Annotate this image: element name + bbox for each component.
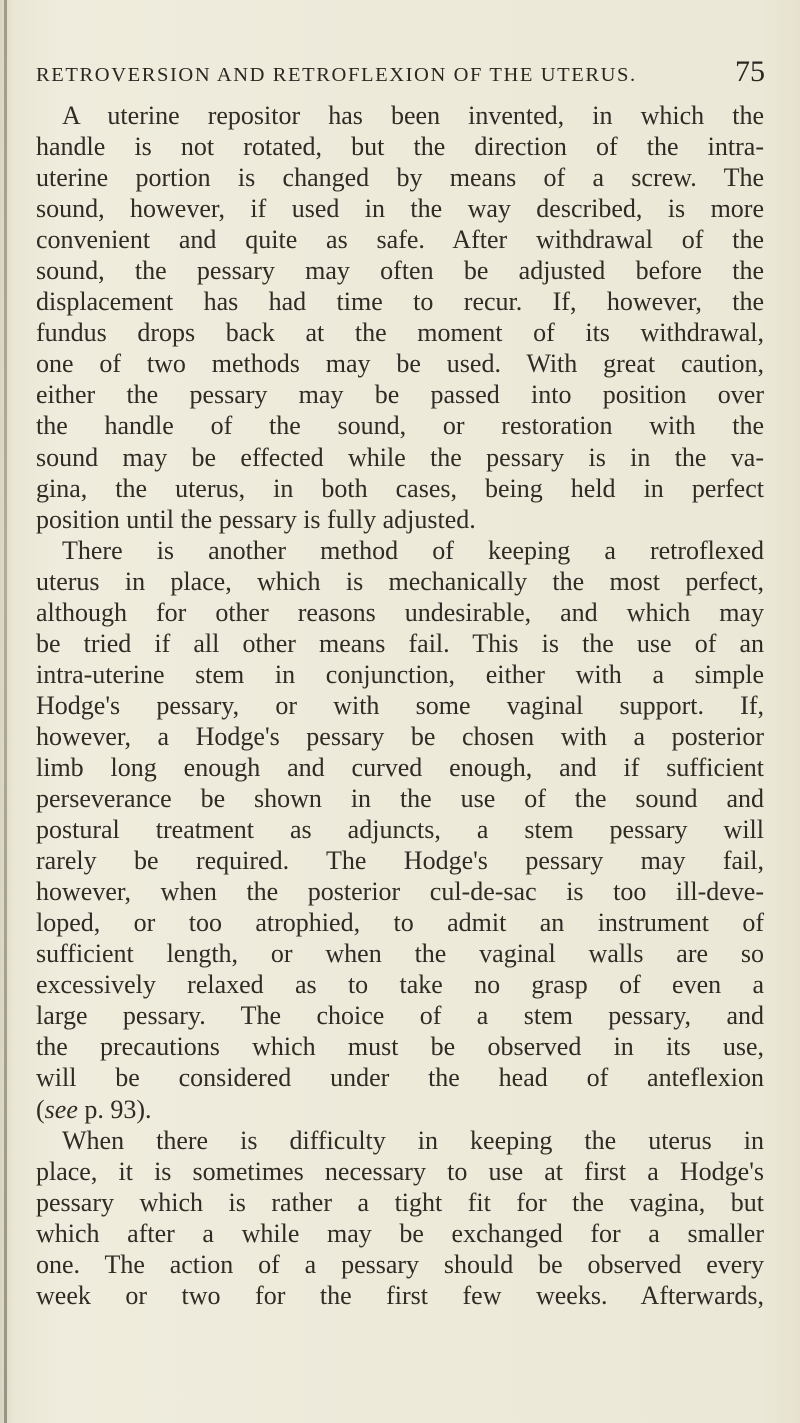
text-line: perseverance be shown in the use of the sound and bbox=[36, 784, 764, 814]
text-line: be tried if all other means fail. This is the use of an bbox=[36, 628, 764, 658]
text-line: either the pessary may be passed into position over bbox=[36, 380, 764, 410]
text-line: which after a while may be exchanged for a smaller bbox=[36, 1218, 764, 1248]
text-line: excessively relaxed as to take no grasp of even a bbox=[36, 970, 764, 1000]
text-line: fundus drops back at the moment of its withdrawal, bbox=[36, 318, 764, 348]
text-line: uterus in place, which is mechanically the most perfect, bbox=[36, 566, 764, 596]
text-line: handle is not rotated, but the direction of the intra- bbox=[36, 132, 764, 162]
text-line: Hodge's pessary, or with some vaginal support. If, bbox=[36, 690, 764, 720]
text-line: one. The action of a pessary should be observed every bbox=[36, 1249, 764, 1279]
text-line: week or two for the first few weeks. Afterwards, bbox=[36, 1280, 764, 1310]
text-line: pessary which is rather a tight fit for the vagina, but bbox=[36, 1187, 764, 1217]
text-line: postural treatment as adjuncts, a stem pessary will bbox=[36, 815, 764, 845]
text-line-ref: (see p. 93). bbox=[36, 1094, 152, 1124]
text-line: limb long enough and curved enough, and if sufficient bbox=[36, 752, 764, 782]
body-text bbox=[36, 100, 764, 1311]
text-line: intra-uterine stem in conjunction, either with a simple bbox=[36, 659, 764, 689]
text-line: When there is difficulty in keeping the uterus in bbox=[62, 1125, 764, 1155]
text-line: There is another method of keeping a retroflexed bbox=[62, 535, 764, 565]
text-line: sound may be effected while the pessary is in the va- bbox=[36, 442, 764, 472]
text-line: loped, or too atrophied, to admit an instrument of bbox=[36, 908, 764, 938]
text-line: A uterine repositor has been invented, in which the bbox=[62, 101, 764, 130]
text-line: large pessary. The choice of a stem pessary, and bbox=[36, 1001, 764, 1031]
page-gutter-shadow bbox=[4, 0, 7, 1423]
running-head: RETROVERSION AND RETROFLEXION OF THE UTERUS. bbox=[36, 64, 637, 86]
text-line: uterine portion is changed by means of a screw. The bbox=[36, 163, 764, 193]
text-line: convenient and quite as safe. After withdrawal of the bbox=[36, 225, 764, 255]
text-line: however, when the posterior cul-de-sac is too ill-deve- bbox=[36, 877, 764, 907]
text-line: place, it is sometimes necessary to use at first a Hodge's bbox=[36, 1156, 764, 1186]
italic-see-ref: see bbox=[44, 1094, 78, 1124]
text-line: however, a Hodge's pessary be chosen with a posterior bbox=[36, 721, 764, 751]
text-line: will be considered under the head of anteflexion bbox=[36, 1063, 764, 1093]
text-line: the precautions which must be observed in its use, bbox=[36, 1032, 764, 1062]
text-line: gina, the uterus, in both cases, being held in perfect bbox=[36, 473, 764, 503]
text-line: position until the pessary is fully adjusted. bbox=[36, 504, 476, 534]
text-line: the handle of the sound, or restoration with the bbox=[36, 411, 764, 441]
text-line: sufficient length, or when the vaginal walls are so bbox=[36, 939, 764, 969]
text-line: rarely be required. The Hodge's pessary may fail, bbox=[36, 846, 764, 876]
text-line: one of two methods may be used. With great caution, bbox=[36, 349, 764, 379]
text-line: although for other reasons undesirable, and which may bbox=[36, 597, 764, 627]
text-line: displacement has had time to recur. If, however, the bbox=[36, 287, 764, 317]
text-line: sound, however, if used in the way described, is more bbox=[36, 194, 764, 224]
page-number: 75 bbox=[735, 55, 765, 88]
text-line: sound, the pessary may often be adjusted before the bbox=[36, 256, 764, 286]
page-header bbox=[0, 55, 800, 98]
